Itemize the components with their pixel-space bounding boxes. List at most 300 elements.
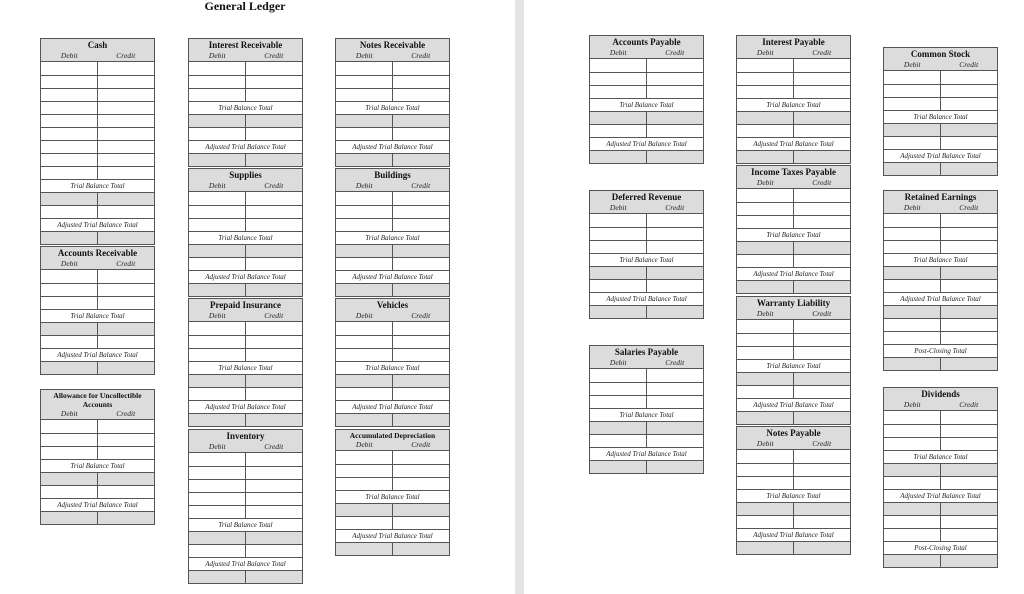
- credit-cell[interactable]: [245, 322, 302, 335]
- credit-cell[interactable]: [793, 242, 850, 254]
- debit-cell[interactable]: [189, 467, 245, 479]
- credit-cell[interactable]: [392, 128, 449, 140]
- credit-cell[interactable]: [940, 332, 997, 344]
- credit-cell[interactable]: [97, 102, 154, 114]
- credit-cell[interactable]: [793, 450, 850, 463]
- credit-cell[interactable]: [940, 555, 997, 567]
- debit-cell[interactable]: [737, 477, 793, 489]
- credit-cell[interactable]: [97, 336, 154, 348]
- debit-cell[interactable]: [336, 336, 392, 348]
- account-body: [189, 192, 302, 296]
- debit-cell[interactable]: [737, 86, 793, 98]
- credit-cell[interactable]: [940, 98, 997, 110]
- credit-cell[interactable]: [646, 435, 703, 447]
- entry-row: [590, 382, 703, 395]
- credit-cell[interactable]: [940, 163, 997, 175]
- ledger-account: [188, 168, 303, 297]
- debit-cell[interactable]: [884, 438, 940, 450]
- entry-row: [41, 62, 154, 75]
- credit-cell[interactable]: [940, 71, 997, 84]
- credit-cell[interactable]: [940, 438, 997, 450]
- credit-cell[interactable]: [97, 115, 154, 127]
- debit-cell[interactable]: [737, 255, 793, 267]
- debit-cell[interactable]: [336, 375, 392, 387]
- debit-cell[interactable]: [41, 141, 97, 153]
- credit-cell[interactable]: [940, 503, 997, 515]
- debit-cell[interactable]: [189, 154, 245, 166]
- credit-cell[interactable]: [97, 270, 154, 283]
- credit-cell[interactable]: [245, 493, 302, 505]
- total-entry-row: [336, 542, 449, 555]
- credit-cell[interactable]: [245, 219, 302, 231]
- credit-cell[interactable]: [245, 571, 302, 583]
- debit-cell[interactable]: [590, 461, 646, 473]
- credit-cell[interactable]: [245, 258, 302, 270]
- debit-cell[interactable]: [737, 203, 793, 215]
- credit-cell[interactable]: [392, 504, 449, 516]
- debit-cell[interactable]: [590, 125, 646, 137]
- debit-cell[interactable]: [590, 86, 646, 98]
- debit-cell[interactable]: [590, 422, 646, 434]
- credit-cell[interactable]: [940, 228, 997, 240]
- credit-cell[interactable]: [97, 297, 154, 309]
- debit-cell[interactable]: [41, 206, 97, 218]
- credit-cell[interactable]: [392, 62, 449, 75]
- debit-cell[interactable]: [41, 76, 97, 88]
- credit-cell[interactable]: [392, 245, 449, 257]
- debit-cell[interactable]: [336, 543, 392, 555]
- credit-cell[interactable]: [97, 89, 154, 101]
- credit-cell[interactable]: [392, 465, 449, 477]
- credit-cell[interactable]: [245, 336, 302, 348]
- credit-cell[interactable]: [392, 219, 449, 231]
- credit-cell[interactable]: [940, 306, 997, 318]
- debit-cell[interactable]: [590, 383, 646, 395]
- debit-cell[interactable]: [884, 85, 940, 97]
- debit-cell[interactable]: [737, 112, 793, 124]
- debit-cell[interactable]: [590, 214, 646, 227]
- debit-cell[interactable]: [189, 571, 245, 583]
- credit-cell[interactable]: [97, 284, 154, 296]
- credit-cell[interactable]: [245, 89, 302, 101]
- credit-cell[interactable]: [97, 141, 154, 153]
- debit-cell[interactable]: [884, 163, 940, 175]
- debit-cell[interactable]: [189, 76, 245, 88]
- debit-cell[interactable]: [884, 228, 940, 240]
- adjusted-trial-balance-label-text: Adjusted Trial Balance Total: [753, 401, 834, 409]
- credit-cell[interactable]: [793, 542, 850, 554]
- debit-cell[interactable]: [884, 332, 940, 344]
- debit-cell[interactable]: [737, 347, 793, 359]
- debit-cell[interactable]: [336, 154, 392, 166]
- credit-cell[interactable]: [940, 267, 997, 279]
- debit-cell[interactable]: [189, 388, 245, 400]
- credit-cell[interactable]: [392, 206, 449, 218]
- debit-cell[interactable]: [41, 167, 97, 179]
- account-body: [884, 411, 997, 567]
- credit-cell[interactable]: [392, 322, 449, 335]
- debit-cell[interactable]: [737, 216, 793, 228]
- credit-cell[interactable]: [940, 137, 997, 149]
- ledger-account: [335, 38, 450, 167]
- debit-cell[interactable]: [189, 62, 245, 75]
- credit-cell[interactable]: [392, 89, 449, 101]
- debit-cell[interactable]: [590, 59, 646, 72]
- debit-cell[interactable]: [737, 334, 793, 346]
- debit-cell[interactable]: [884, 358, 940, 370]
- credit-cell[interactable]: [392, 451, 449, 464]
- credit-cell[interactable]: [940, 464, 997, 476]
- debit-cell[interactable]: [336, 258, 392, 270]
- debit-cell[interactable]: [590, 306, 646, 318]
- total-entry-row: [41, 472, 154, 485]
- credit-cell[interactable]: [793, 412, 850, 424]
- debit-cell[interactable]: [884, 241, 940, 253]
- credit-cell[interactable]: [646, 369, 703, 382]
- debit-cell[interactable]: [189, 245, 245, 257]
- credit-cell[interactable]: [97, 434, 154, 446]
- credit-cell[interactable]: [940, 214, 997, 227]
- credit-cell[interactable]: [940, 280, 997, 292]
- credit-cell[interactable]: [97, 447, 154, 459]
- credit-cell[interactable]: [793, 373, 850, 385]
- debit-cell[interactable]: [41, 102, 97, 114]
- credit-cell[interactable]: [793, 281, 850, 293]
- credit-cell[interactable]: [97, 323, 154, 335]
- debit-cell[interactable]: [884, 425, 940, 437]
- credit-cell[interactable]: [392, 478, 449, 490]
- credit-cell[interactable]: [97, 512, 154, 524]
- credit-cell[interactable]: [97, 486, 154, 498]
- debit-cell[interactable]: [884, 98, 940, 110]
- debit-cell[interactable]: [737, 412, 793, 424]
- entry-row: [884, 136, 997, 149]
- debit-cell[interactable]: [189, 322, 245, 335]
- debit-cell[interactable]: [884, 137, 940, 149]
- debit-cell[interactable]: [189, 375, 245, 387]
- debit-cell[interactable]: [189, 284, 245, 296]
- debit-cell[interactable]: [590, 73, 646, 85]
- credit-cell[interactable]: [392, 284, 449, 296]
- credit-cell[interactable]: [940, 241, 997, 253]
- debit-cell[interactable]: [884, 529, 940, 541]
- credit-cell[interactable]: [97, 473, 154, 485]
- debit-cell[interactable]: [737, 73, 793, 85]
- credit-cell[interactable]: [940, 425, 997, 437]
- credit-cell[interactable]: [646, 125, 703, 137]
- credit-cell[interactable]: [940, 516, 997, 528]
- debit-cell[interactable]: [336, 115, 392, 127]
- debit-cell[interactable]: [590, 241, 646, 253]
- credit-cell[interactable]: [392, 349, 449, 361]
- debit-cell[interactable]: [41, 115, 97, 127]
- debit-cell[interactable]: [41, 128, 97, 140]
- debit-cell[interactable]: [590, 151, 646, 163]
- debit-cell[interactable]: [41, 336, 97, 348]
- debit-cell[interactable]: [189, 453, 245, 466]
- credit-cell[interactable]: [245, 115, 302, 127]
- credit-cell[interactable]: [392, 517, 449, 529]
- debit-cell[interactable]: [737, 151, 793, 163]
- debit-cell[interactable]: [884, 464, 940, 476]
- debit-cell[interactable]: [737, 516, 793, 528]
- debit-cell[interactable]: [41, 512, 97, 524]
- credit-cell[interactable]: [245, 388, 302, 400]
- debit-cell[interactable]: [884, 319, 940, 331]
- debit-cell[interactable]: [336, 465, 392, 477]
- credit-cell[interactable]: [793, 216, 850, 228]
- debit-cell[interactable]: [737, 542, 793, 554]
- credit-cell[interactable]: [392, 154, 449, 166]
- credit-cell[interactable]: [793, 151, 850, 163]
- ledger-account: [589, 190, 704, 319]
- column-headers: [737, 178, 850, 188]
- credit-cell[interactable]: [245, 467, 302, 479]
- debit-cell[interactable]: [884, 411, 940, 424]
- credit-cell[interactable]: [793, 516, 850, 528]
- debit-cell[interactable]: [884, 477, 940, 489]
- debit-cell[interactable]: [737, 450, 793, 463]
- credit-cell[interactable]: [97, 232, 154, 244]
- credit-label: Credit: [411, 440, 431, 449]
- debit-cell[interactable]: [189, 89, 245, 101]
- debit-cell[interactable]: [189, 506, 245, 518]
- credit-cell[interactable]: [245, 453, 302, 466]
- debit-cell[interactable]: [884, 503, 940, 515]
- debit-cell[interactable]: [41, 62, 97, 75]
- debit-cell[interactable]: [336, 245, 392, 257]
- debit-cell[interactable]: [41, 297, 97, 309]
- credit-cell[interactable]: [97, 193, 154, 205]
- credit-cell[interactable]: [646, 422, 703, 434]
- credit-cell[interactable]: [97, 76, 154, 88]
- credit-cell[interactable]: [392, 115, 449, 127]
- debit-cell[interactable]: [189, 206, 245, 218]
- credit-cell[interactable]: [793, 86, 850, 98]
- credit-cell[interactable]: [245, 349, 302, 361]
- credit-cell[interactable]: [793, 112, 850, 124]
- credit-cell[interactable]: [245, 284, 302, 296]
- credit-cell[interactable]: [646, 151, 703, 163]
- debit-cell[interactable]: [590, 435, 646, 447]
- debit-cell[interactable]: [737, 242, 793, 254]
- debit-cell[interactable]: [189, 545, 245, 557]
- credit-label: Credit: [959, 203, 979, 212]
- credit-cell[interactable]: [793, 464, 850, 476]
- account-body: [189, 62, 302, 166]
- credit-cell[interactable]: [646, 461, 703, 473]
- credit-cell[interactable]: [793, 73, 850, 85]
- total-entry-row: [41, 231, 154, 244]
- credit-cell[interactable]: [940, 319, 997, 331]
- entry-row: [884, 214, 997, 227]
- credit-cell[interactable]: [793, 334, 850, 346]
- credit-cell[interactable]: [940, 477, 997, 489]
- credit-cell[interactable]: [646, 228, 703, 240]
- credit-cell[interactable]: [392, 414, 449, 426]
- debit-cell[interactable]: [41, 284, 97, 296]
- debit-cell[interactable]: [336, 76, 392, 88]
- credit-cell[interactable]: [245, 206, 302, 218]
- debit-cell[interactable]: [336, 478, 392, 490]
- debit-cell[interactable]: [884, 214, 940, 227]
- debit-cell[interactable]: [737, 320, 793, 333]
- debit-cell[interactable]: [336, 504, 392, 516]
- credit-cell[interactable]: [245, 192, 302, 205]
- credit-cell[interactable]: [646, 59, 703, 72]
- trial-balance-label-text: Trial Balance Total: [218, 104, 273, 112]
- credit-cell[interactable]: [940, 358, 997, 370]
- debit-cell[interactable]: [41, 434, 97, 446]
- debit-cell[interactable]: [737, 464, 793, 476]
- credit-cell[interactable]: [940, 411, 997, 424]
- debit-cell[interactable]: [884, 71, 940, 84]
- credit-cell[interactable]: [245, 62, 302, 75]
- debit-cell[interactable]: [189, 192, 245, 205]
- credit-cell[interactable]: [245, 532, 302, 544]
- credit-cell[interactable]: [940, 85, 997, 97]
- debit-cell[interactable]: [336, 206, 392, 218]
- credit-cell[interactable]: [646, 280, 703, 292]
- debit-cell[interactable]: [590, 112, 646, 124]
- credit-cell[interactable]: [646, 112, 703, 124]
- debit-cell[interactable]: [41, 447, 97, 459]
- debit-cell[interactable]: [737, 386, 793, 398]
- debit-cell[interactable]: [737, 59, 793, 72]
- debit-cell[interactable]: [189, 532, 245, 544]
- debit-cell[interactable]: [189, 414, 245, 426]
- debit-cell[interactable]: [884, 306, 940, 318]
- debit-cell[interactable]: [41, 323, 97, 335]
- debit-cell[interactable]: [737, 125, 793, 137]
- credit-cell[interactable]: [793, 189, 850, 202]
- credit-cell[interactable]: [245, 76, 302, 88]
- credit-cell[interactable]: [97, 420, 154, 433]
- credit-cell[interactable]: [245, 128, 302, 140]
- credit-cell[interactable]: [793, 347, 850, 359]
- debit-cell[interactable]: [41, 154, 97, 166]
- credit-cell[interactable]: [245, 245, 302, 257]
- debit-cell[interactable]: [590, 280, 646, 292]
- credit-cell[interactable]: [392, 336, 449, 348]
- debit-cell[interactable]: [41, 232, 97, 244]
- credit-cell[interactable]: [646, 383, 703, 395]
- credit-cell[interactable]: [793, 320, 850, 333]
- debit-cell[interactable]: [189, 336, 245, 348]
- debit-cell[interactable]: [336, 284, 392, 296]
- debit-cell[interactable]: [884, 516, 940, 528]
- debit-cell[interactable]: [189, 493, 245, 505]
- credit-cell[interactable]: [940, 529, 997, 541]
- debit-cell[interactable]: [189, 349, 245, 361]
- credit-cell[interactable]: [245, 506, 302, 518]
- credit-cell[interactable]: [646, 396, 703, 408]
- debit-cell[interactable]: [737, 503, 793, 515]
- credit-cell[interactable]: [392, 258, 449, 270]
- debit-cell[interactable]: [884, 280, 940, 292]
- credit-cell[interactable]: [245, 375, 302, 387]
- debit-cell[interactable]: [189, 128, 245, 140]
- credit-cell[interactable]: [646, 241, 703, 253]
- credit-cell[interactable]: [646, 73, 703, 85]
- debit-cell[interactable]: [737, 281, 793, 293]
- total-entry-row: [336, 374, 449, 387]
- credit-cell[interactable]: [97, 362, 154, 374]
- credit-cell[interactable]: [646, 267, 703, 279]
- debit-cell[interactable]: [336, 322, 392, 335]
- credit-cell[interactable]: [97, 206, 154, 218]
- debit-cell[interactable]: [590, 228, 646, 240]
- credit-cell[interactable]: [392, 375, 449, 387]
- credit-cell[interactable]: [245, 414, 302, 426]
- debit-cell[interactable]: [884, 267, 940, 279]
- credit-cell[interactable]: [793, 125, 850, 137]
- debit-cell[interactable]: [41, 270, 97, 283]
- debit-cell[interactable]: [41, 193, 97, 205]
- debit-cell[interactable]: [41, 420, 97, 433]
- debit-cell[interactable]: [590, 396, 646, 408]
- debit-cell[interactable]: [590, 267, 646, 279]
- credit-cell[interactable]: [793, 255, 850, 267]
- credit-cell[interactable]: [97, 154, 154, 166]
- debit-cell[interactable]: [737, 189, 793, 202]
- debit-cell[interactable]: [336, 517, 392, 529]
- debit-cell[interactable]: [189, 258, 245, 270]
- debit-cell[interactable]: [336, 128, 392, 140]
- credit-cell[interactable]: [245, 480, 302, 492]
- debit-cell[interactable]: [336, 219, 392, 231]
- debit-cell[interactable]: [336, 451, 392, 464]
- debit-cell[interactable]: [41, 473, 97, 485]
- credit-cell[interactable]: [392, 76, 449, 88]
- credit-cell[interactable]: [646, 306, 703, 318]
- debit-cell[interactable]: [336, 388, 392, 400]
- credit-cell[interactable]: [97, 128, 154, 140]
- debit-cell[interactable]: [737, 373, 793, 385]
- credit-cell[interactable]: [392, 543, 449, 555]
- debit-cell[interactable]: [189, 115, 245, 127]
- credit-cell[interactable]: [392, 192, 449, 205]
- credit-cell[interactable]: [793, 503, 850, 515]
- debit-cell[interactable]: [41, 89, 97, 101]
- credit-cell[interactable]: [245, 154, 302, 166]
- credit-cell[interactable]: [245, 545, 302, 557]
- debit-cell[interactable]: [336, 414, 392, 426]
- debit-cell[interactable]: [336, 89, 392, 101]
- debit-cell[interactable]: [884, 124, 940, 136]
- credit-cell[interactable]: [97, 167, 154, 179]
- credit-cell[interactable]: [793, 386, 850, 398]
- debit-cell[interactable]: [590, 369, 646, 382]
- debit-cell[interactable]: [189, 219, 245, 231]
- credit-cell[interactable]: [97, 62, 154, 75]
- credit-cell[interactable]: [646, 86, 703, 98]
- debit-cell[interactable]: [41, 362, 97, 374]
- debit-cell[interactable]: [336, 192, 392, 205]
- debit-cell[interactable]: [41, 486, 97, 498]
- debit-cell[interactable]: [189, 480, 245, 492]
- credit-cell[interactable]: [392, 388, 449, 400]
- credit-cell[interactable]: [940, 124, 997, 136]
- debit-cell[interactable]: [884, 555, 940, 567]
- credit-cell[interactable]: [793, 477, 850, 489]
- credit-cell[interactable]: [793, 59, 850, 72]
- credit-cell[interactable]: [646, 214, 703, 227]
- debit-cell[interactable]: [336, 62, 392, 75]
- entry-row: [590, 214, 703, 227]
- credit-cell[interactable]: [793, 203, 850, 215]
- debit-cell[interactable]: [336, 349, 392, 361]
